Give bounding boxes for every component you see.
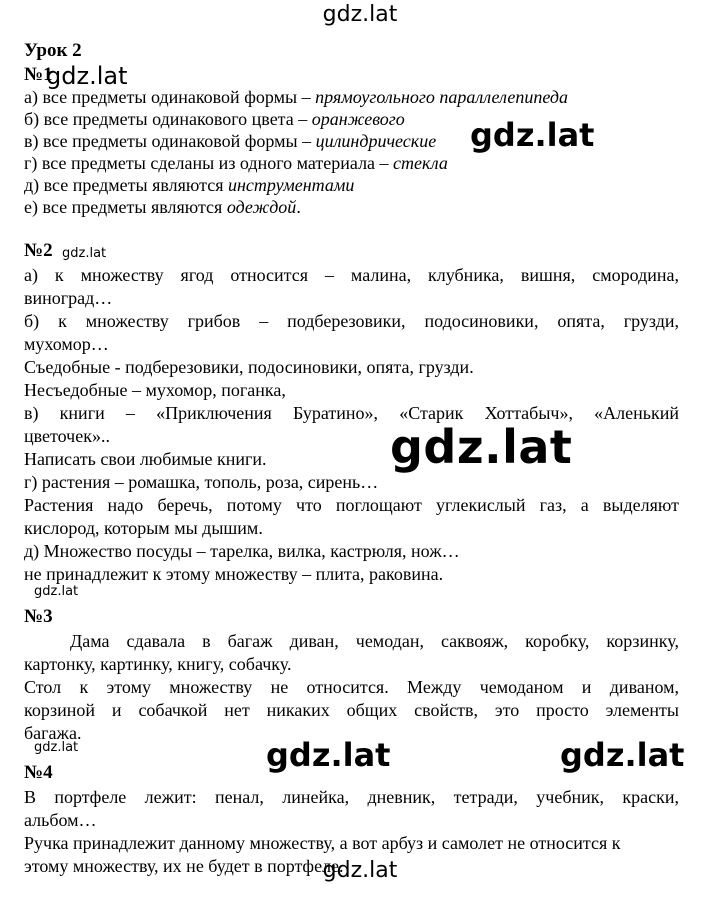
task-1-line: в) все предметы одинаковой формы – цилиндрические bbox=[24, 131, 437, 151]
task-2-line: не принадлежит к этому множеству – плита, раковина. bbox=[24, 564, 444, 584]
task-1-line: е) все предметы являются одеждой. bbox=[24, 197, 301, 217]
task-2-line: в) книги – «Приключения Буратино», «Старик Хоттабыч», «Аленький bbox=[24, 403, 679, 423]
task-4-heading: №4 bbox=[24, 762, 53, 783]
task-2-line: мухомор… bbox=[24, 334, 109, 354]
task-4-line: Ручка принадлежит данному множеству, а вот арбуз и самолет не относится к bbox=[24, 833, 621, 853]
task-2-line: б) к множеству грибов – подберезовики, подосиновики, опята, грузди, bbox=[24, 311, 679, 331]
watermark: gdz.lat bbox=[266, 736, 391, 774]
task-1-line: а) все предметы одинаковой формы – прямоугольного параллелепипеда bbox=[24, 87, 569, 107]
task-4-line: этому множеству, их не будет в портфеле. bbox=[24, 856, 344, 876]
watermark: gdz.lat bbox=[34, 584, 79, 599]
task-2-line: Растения надо беречь, потому что поглощают углекислый газ, а выделяют bbox=[24, 495, 679, 515]
watermark: gdz.lat bbox=[470, 116, 595, 154]
task-3-line: багажа. bbox=[24, 723, 82, 743]
task-2-line: цветочек».. bbox=[24, 426, 110, 446]
watermark: gdz.lat bbox=[46, 62, 128, 90]
task-2-line: кислород, которым мы дышим. bbox=[24, 518, 263, 538]
task-1-heading: №1 bbox=[24, 64, 53, 85]
task-3-line: Стол к этому множеству не относится. Между чемоданом и диваном, bbox=[24, 677, 679, 697]
task-2-line: виноград… bbox=[24, 288, 113, 308]
task-1-line: б) все предметы одинакового цвета – оранжевого bbox=[24, 109, 405, 129]
watermark: gdz.lat bbox=[34, 740, 79, 755]
task-2-line: Съедобные - подберезовики, подосиновики, опята, грузди. bbox=[24, 357, 474, 377]
watermark: gdz.lat bbox=[560, 736, 685, 774]
task-2-heading: №2 bbox=[24, 240, 53, 261]
watermark: gdz.lat bbox=[390, 420, 573, 474]
task-3-line: Дама сдавала в багаж диван, чемодан, саквояж, коробку, корзинку, bbox=[70, 631, 679, 651]
task-4-line: В портфеле лежит: пенал, линейка, дневник, тетради, учебник, краски, bbox=[24, 787, 679, 807]
watermark: gdz.lat bbox=[322, 2, 398, 27]
task-4-line: альбом… bbox=[24, 810, 97, 830]
task-2-line: Несъедобные – мухомор, поганка, bbox=[24, 380, 286, 400]
task-2-line: а) к множеству ягод относится – малина, клубника, вишня, смородина, bbox=[24, 265, 679, 285]
task-2-line: г) растения – ромашка, тополь, роза, сирень… bbox=[24, 472, 379, 492]
watermark: gdz.lat bbox=[322, 858, 398, 883]
task-3-heading: №3 bbox=[24, 606, 53, 627]
task-2-line: Написать свои любимые книги. bbox=[24, 449, 267, 469]
task-1-line: д) все предметы являются инструментами bbox=[24, 175, 355, 195]
lesson-title: Урок 2 bbox=[24, 40, 82, 61]
watermark: gdz.lat bbox=[62, 246, 107, 261]
task-3-line: корзиной и собачкой нет никаких общих свойств, это просто элементы bbox=[24, 700, 679, 720]
task-3-line: картонку, картинку, книгу, собачку. bbox=[24, 654, 292, 674]
task-2-line: д) Множество посуды – тарелка, вилка, кастрюля, нож… bbox=[24, 541, 460, 561]
task-1-line: г) все предметы сделаны из одного материала – стекла bbox=[24, 153, 448, 173]
